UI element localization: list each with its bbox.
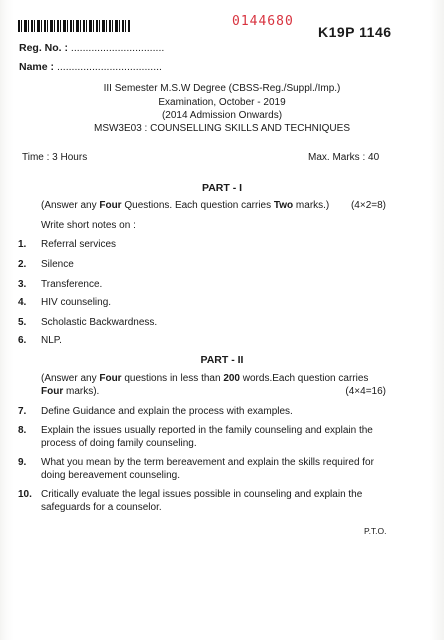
instr-bold: Four [99,200,122,211]
instr-bold: Four [99,373,122,384]
reg-no-label: Reg. No. : [19,42,68,54]
question-text: Transference. [41,279,103,290]
question-number: 7. [18,406,27,417]
question-text: Explain the issues usually reported in the family counseling and explain the process of doing family counseling. [41,425,373,449]
instr-bold: Two [273,200,294,211]
question-text: Referral services [41,239,117,250]
part-2-title: PART - II [200,354,244,366]
question-text: What you mean by the term bereavement and explain the skills required for doing bereavement counseling. [41,457,374,481]
reg-no-field [19,42,164,54]
part-2-marks: (4×4=16) [345,385,386,397]
instr-text: (Answer any [41,373,100,384]
max-marks: Max. Marks : 40 [308,152,380,163]
instr-text: Questions. Each question carries [121,200,274,211]
time-allowed: Time : 3 Hours [22,152,88,163]
question-number: 4. [18,297,27,308]
part-1-instructions [41,200,386,213]
question-text: Define Guidance and explain the process with examples. [41,406,293,417]
instr-text: marks). [63,385,100,397]
question-number: 5. [18,317,27,328]
exam-admission: (2014 Admission Onwards) [161,110,283,121]
question-number: 3. [18,279,27,290]
question-number: 9. [18,457,27,468]
instr-text: questions in less than [121,373,224,384]
part-1-marks: (4×2=8) [350,200,386,211]
serial-number: 0144680 [232,14,294,29]
exam-degree: III Semester M.S.W Degree (CBSS-Reg./Suppl./Imp.) [103,83,341,94]
barcode [18,20,130,32]
question-number: 1. [18,239,27,250]
exam-session: Examination, October - 2019 [158,97,286,108]
question-text: NLP. [41,335,62,346]
part-2-instructions [41,373,386,398]
course-title: MSW3E03 : COUNSELLING SKILLS AND TECHNIQUES [93,123,350,134]
question-text: Silence [41,259,74,270]
question-number: 8. [18,425,27,436]
pto-note: P.T.O. [364,526,387,536]
question-number: 2. [18,259,27,270]
reg-no-dots: ................................ [70,42,165,54]
name-label: Name : [19,61,55,73]
instr-text: marks.) [293,200,330,211]
instr-text: (Answer any [41,200,100,211]
question-text: Critically evaluate the legal issues possible in counseling and explain the safeguards for a counselor. [41,489,363,513]
question-number: 6. [18,335,27,346]
question-text: HIV counseling. [41,297,112,308]
instr-bold: 200 [223,373,240,384]
write-short-notes: Write short notes on : [41,220,136,231]
name-dots: .................................... [56,61,162,73]
instr-bold: Four [41,385,64,397]
part-1-title: PART - I [201,182,243,194]
question-number: 10. [18,489,32,500]
name-field [19,61,162,73]
paper-code: K19P 1146 [318,24,392,40]
instr-text: words.Each question carries [240,373,369,384]
question-text: Scholastic Backwardness. [41,317,158,328]
